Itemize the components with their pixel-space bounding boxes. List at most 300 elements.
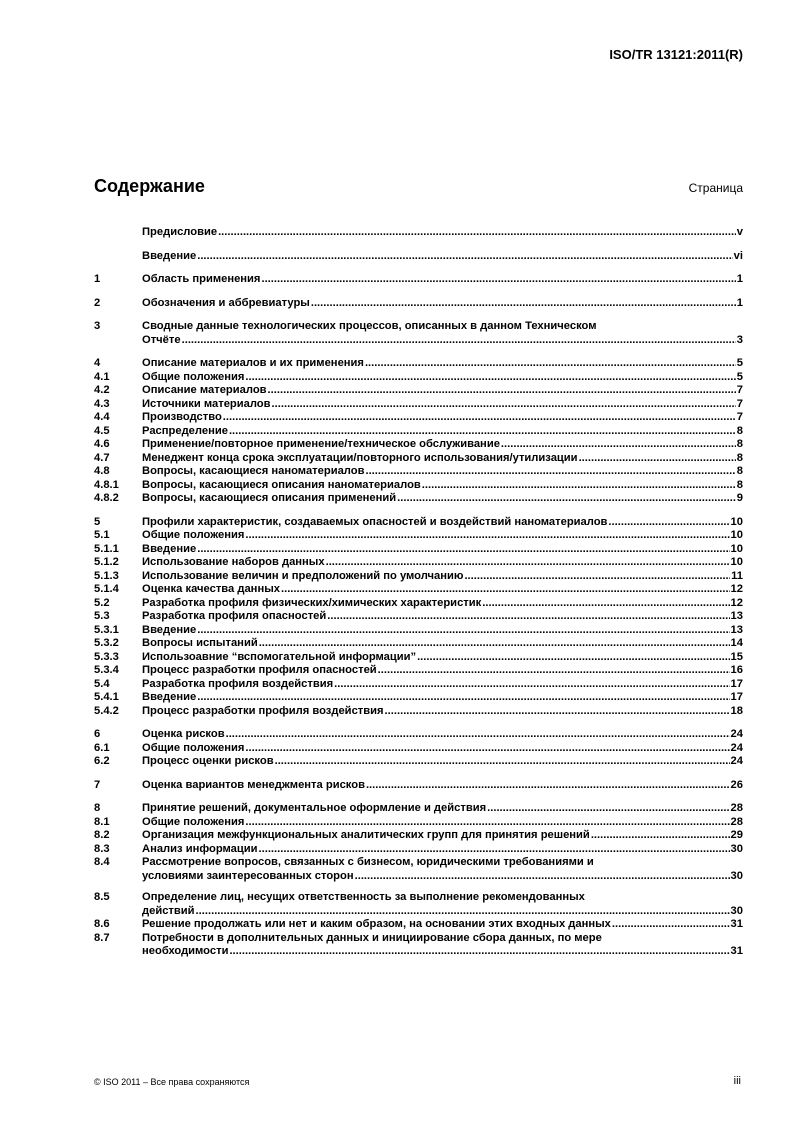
toc-entry-line bbox=[142, 529, 743, 543]
toc-entry[interactable] bbox=[94, 932, 743, 959]
toc-entry-page: 30 bbox=[730, 904, 743, 917]
toc-entry-title: действий bbox=[142, 904, 195, 917]
toc-entry[interactable] bbox=[94, 802, 743, 816]
toc-entry-title: Потребности в дополнительных данных и инициирование сбора данных, по мере bbox=[142, 931, 602, 944]
toc-entry-number: 5.1.3 bbox=[94, 569, 119, 582]
toc-entry-title: Определение лиц, несущих ответственность за выполнение рекомендованных bbox=[142, 891, 585, 903]
toc-entry[interactable] bbox=[94, 891, 743, 918]
dot-leader bbox=[197, 250, 732, 264]
toc-entry-body bbox=[142, 556, 743, 570]
toc-entry-number: 3 bbox=[94, 320, 101, 332]
toc-entry-page: 24 bbox=[730, 741, 743, 754]
toc-entry[interactable] bbox=[94, 452, 743, 466]
toc-entry-title: Вопросы, касающиеся описания наноматериалов bbox=[142, 478, 421, 491]
toc-entry-line bbox=[142, 273, 743, 287]
toc-entry-title: Введение bbox=[142, 249, 197, 262]
dot-leader bbox=[397, 492, 736, 506]
toc-entry-line bbox=[142, 691, 743, 705]
toc-entry-title: Введение bbox=[142, 623, 197, 636]
toc-entry-number: 5.3.4 bbox=[94, 664, 119, 676]
toc-entry[interactable] bbox=[94, 570, 743, 584]
toc-entry-body bbox=[142, 664, 743, 678]
toc-entry-number: 4.8.2 bbox=[94, 492, 119, 504]
toc-entry-line bbox=[142, 637, 743, 651]
toc-entry-page: 10 bbox=[730, 529, 743, 541]
toc-entry-body bbox=[142, 479, 743, 493]
toc-entry-body bbox=[142, 398, 743, 412]
dot-leader bbox=[378, 664, 730, 678]
dot-leader bbox=[311, 297, 736, 311]
toc-entry[interactable] bbox=[94, 755, 743, 769]
toc-entry-body bbox=[142, 384, 743, 398]
toc-entry-body bbox=[142, 755, 743, 769]
toc-entry-page: 11 bbox=[731, 569, 743, 582]
toc-entry-body bbox=[142, 320, 743, 347]
toc-entry-number: 7 bbox=[94, 778, 101, 791]
toc-entry-page: 28 bbox=[730, 815, 743, 828]
toc-entry-page: 16 bbox=[730, 664, 743, 676]
toc-entry-title: Разработка профиля опасностей bbox=[142, 610, 327, 622]
table-of-contents bbox=[94, 226, 743, 959]
toc-entry-number: 8.1 bbox=[94, 815, 110, 828]
toc-entry-body bbox=[142, 691, 743, 705]
toc-entry-body bbox=[142, 492, 743, 506]
toc-entry-title: Оценка вариантов менеджмента рисков bbox=[142, 778, 365, 791]
toc-entry-page: 1 bbox=[736, 273, 743, 285]
toc-entry[interactable] bbox=[94, 779, 743, 793]
toc-entry-title: Решение продолжать или нет и каким образом, на основании этих входных данных bbox=[142, 918, 611, 930]
toc-entry[interactable] bbox=[94, 583, 743, 597]
toc-entry-title: Область применения bbox=[142, 273, 261, 285]
toc-entry-number: 4.3 bbox=[94, 397, 110, 410]
toc-entry-page: 30 bbox=[730, 869, 743, 882]
toc-entry-number: 5.2 bbox=[94, 596, 110, 609]
toc-entry-body bbox=[142, 516, 743, 530]
toc-entry-title: Производство bbox=[142, 411, 222, 423]
toc-entry[interactable] bbox=[94, 492, 743, 506]
toc-entry-title: Использование наборов данных bbox=[142, 556, 325, 568]
toc-entry-page: 29 bbox=[730, 829, 743, 841]
toc-entry-line bbox=[142, 678, 743, 692]
dot-leader bbox=[229, 945, 729, 959]
dot-leader bbox=[365, 357, 736, 371]
toc-entry-number: 5.1.4 bbox=[94, 583, 119, 595]
toc-entry-body bbox=[142, 856, 743, 883]
toc-entry-line bbox=[142, 843, 743, 857]
toc-entry-line bbox=[142, 570, 743, 584]
dot-leader bbox=[259, 637, 730, 651]
toc-entry[interactable] bbox=[94, 226, 743, 240]
toc-entry-page: 8 bbox=[736, 438, 743, 450]
dot-leader bbox=[365, 465, 735, 479]
toc-entry-title: Описание материалов bbox=[142, 384, 267, 396]
toc-entry-line bbox=[142, 918, 743, 932]
dot-leader bbox=[259, 843, 730, 857]
toc-entry-body bbox=[142, 543, 743, 557]
toc-entry-page: 31 bbox=[730, 945, 743, 957]
dot-leader bbox=[366, 779, 730, 793]
dot-leader bbox=[281, 583, 730, 597]
toc-entry-title: Вопросы, касающиеся описания применений bbox=[142, 492, 397, 504]
toc-entry-line bbox=[142, 610, 743, 624]
dot-leader bbox=[272, 398, 736, 412]
dot-leader bbox=[464, 570, 730, 584]
toc-entry[interactable] bbox=[94, 411, 743, 425]
toc-entry[interactable] bbox=[94, 637, 743, 651]
toc-entry[interactable] bbox=[94, 742, 743, 756]
toc-entry-line bbox=[142, 891, 743, 905]
toc-entry-line bbox=[142, 297, 743, 311]
toc-entry-body bbox=[142, 816, 743, 830]
dot-leader bbox=[218, 226, 736, 240]
toc-entry-page: 8 bbox=[736, 424, 743, 437]
dot-leader bbox=[355, 870, 730, 884]
toc-entry-page: 24 bbox=[730, 728, 743, 740]
toc-entry-page: 30 bbox=[730, 842, 743, 855]
toc-entry-number: 8.4 bbox=[94, 856, 110, 868]
toc-entry-page: vi bbox=[733, 249, 743, 262]
toc-entry[interactable] bbox=[94, 273, 743, 287]
toc-entry-page: 17 bbox=[730, 691, 743, 703]
toc-entry-line bbox=[142, 516, 743, 530]
dot-leader bbox=[226, 728, 730, 742]
toc-entry[interactable] bbox=[94, 320, 743, 347]
toc-entry-number: 5.4 bbox=[94, 677, 110, 690]
toc-entry-line bbox=[142, 742, 743, 756]
toc-entry[interactable] bbox=[94, 465, 743, 479]
toc-entry-line bbox=[142, 597, 743, 611]
toc-entry-body bbox=[142, 597, 743, 611]
toc-entry-title: Применение/повторное применение/техническое обслуживание bbox=[142, 438, 500, 450]
toc-entry-page: 14 bbox=[730, 637, 743, 649]
toc-entry-number: 4.8.1 bbox=[94, 478, 119, 491]
toc-entry-title: Оценка рисков bbox=[142, 728, 225, 740]
toc-entry-number: 5.3.2 bbox=[94, 637, 119, 649]
toc-entry[interactable] bbox=[94, 516, 743, 530]
toc-entry-line bbox=[142, 398, 743, 412]
toc-entry-body bbox=[142, 637, 743, 651]
toc-entry-body bbox=[142, 226, 743, 240]
toc-entry-line bbox=[142, 856, 743, 870]
toc-entry-page: v bbox=[736, 226, 743, 238]
toc-entry-body bbox=[142, 932, 743, 959]
toc-entry-page: 10 bbox=[730, 542, 743, 555]
toc-entry-line bbox=[142, 779, 743, 793]
toc-entry-page: 26 bbox=[730, 778, 743, 791]
toc-entry[interactable] bbox=[94, 357, 743, 371]
toc-entry-title: Организация межфункциональных аналитических групп для принятия решений bbox=[142, 829, 590, 841]
dot-leader bbox=[591, 829, 730, 843]
dot-leader bbox=[245, 816, 729, 830]
toc-entry-body bbox=[142, 411, 743, 425]
toc-entry[interactable] bbox=[94, 843, 743, 857]
toc-entry[interactable] bbox=[94, 479, 743, 493]
dot-leader bbox=[482, 597, 729, 611]
toc-entry[interactable] bbox=[94, 556, 743, 570]
toc-entry-number: 5 bbox=[94, 515, 101, 528]
toc-entry-line bbox=[142, 728, 743, 742]
toc-entry-page: 5 bbox=[736, 370, 743, 383]
toc-entry-line bbox=[142, 829, 743, 843]
toc-entry-page: 12 bbox=[730, 596, 743, 609]
toc-entry-title: Использование величин и предположений по умолчанию bbox=[142, 569, 464, 582]
toc-entry-title: Введение bbox=[142, 691, 197, 703]
dot-leader bbox=[261, 273, 735, 287]
dot-leader bbox=[422, 479, 736, 493]
toc-entry-body bbox=[142, 570, 743, 584]
toc-entry-page: 28 bbox=[730, 802, 743, 814]
dot-leader bbox=[223, 411, 736, 425]
toc-entry[interactable] bbox=[94, 597, 743, 611]
toc-entry-line bbox=[142, 583, 743, 597]
toc-entry[interactable] bbox=[94, 438, 743, 452]
toc-entry-line bbox=[142, 556, 743, 570]
toc-entry[interactable] bbox=[94, 297, 743, 311]
toc-entry-title: Рассмотрение вопросов, связанных с бизнесом, юридическими требованиями и bbox=[142, 856, 594, 868]
toc-entry[interactable] bbox=[94, 816, 743, 830]
page-number: iii bbox=[733, 1075, 741, 1087]
toc-entry-title: Принятие решений, документальное оформление и действия bbox=[142, 802, 487, 814]
toc-entry-body bbox=[142, 529, 743, 543]
toc-entry-body bbox=[142, 918, 743, 932]
toc-entry-number: 5.4.2 bbox=[94, 704, 119, 717]
toc-entry-number: 4.6 bbox=[94, 438, 110, 450]
dot-leader bbox=[196, 905, 730, 919]
copyright-notice: © ISO 2011 – Все права сохраняются bbox=[94, 1077, 250, 1087]
toc-entry-line bbox=[142, 802, 743, 816]
toc-entry-line bbox=[142, 425, 743, 439]
toc-entry[interactable] bbox=[94, 728, 743, 742]
toc-entry-line bbox=[142, 226, 743, 240]
toc-entry[interactable] bbox=[94, 529, 743, 543]
toc-entry[interactable] bbox=[94, 705, 743, 719]
dot-leader bbox=[182, 334, 736, 348]
toc-entry-title: Процесс оценки рисков bbox=[142, 755, 274, 767]
toc-entry-title: Вопросы, касающиеся наноматериалов bbox=[142, 465, 365, 477]
dot-leader bbox=[275, 755, 730, 769]
toc-entry-line bbox=[142, 479, 743, 493]
toc-entry-page: 5 bbox=[736, 357, 743, 369]
toc-entry-title: Предисловие bbox=[142, 226, 218, 238]
toc-entry-number: 5.1 bbox=[94, 529, 110, 541]
dot-leader bbox=[579, 452, 736, 466]
toc-entry-number: 4.8 bbox=[94, 465, 110, 477]
toc-entry-title: Общие положения bbox=[142, 370, 245, 383]
toc-entry-body bbox=[142, 829, 743, 843]
toc-entry-page: 8 bbox=[736, 451, 743, 464]
toc-entry[interactable] bbox=[94, 610, 743, 624]
dot-leader bbox=[612, 918, 730, 932]
dot-leader bbox=[268, 384, 736, 398]
toc-entry[interactable] bbox=[94, 543, 743, 557]
toc-entry-line bbox=[142, 651, 743, 665]
toc-entry-body bbox=[142, 297, 743, 311]
toc-entry-title: Общие положения bbox=[142, 815, 245, 828]
toc-entry-page: 10 bbox=[730, 556, 743, 568]
dot-leader bbox=[487, 802, 729, 816]
toc-entry-line bbox=[142, 465, 743, 479]
toc-entry-number: 4.5 bbox=[94, 424, 110, 437]
toc-entry-title: Процесс разработки профиля опасностей bbox=[142, 664, 377, 676]
toc-entry-page: 15 bbox=[730, 650, 743, 663]
toc-entry-number: 5.3 bbox=[94, 610, 110, 622]
toc-entry-line bbox=[142, 320, 743, 334]
toc-entry-page: 10 bbox=[730, 515, 743, 528]
toc-entry-number: 8.3 bbox=[94, 842, 110, 855]
toc-entry-body bbox=[142, 742, 743, 756]
page-column-label: Страница bbox=[688, 181, 743, 195]
toc-entry-line bbox=[142, 357, 743, 371]
toc-entry-page: 8 bbox=[736, 478, 743, 491]
toc-entry-title: условиями заинтересованных сторон bbox=[142, 869, 354, 882]
toc-entry[interactable] bbox=[94, 856, 743, 883]
dot-leader bbox=[197, 543, 729, 557]
toc-entry-page: 13 bbox=[730, 623, 743, 636]
dot-leader bbox=[501, 438, 736, 452]
dot-leader bbox=[245, 742, 729, 756]
toc-entry[interactable] bbox=[94, 829, 743, 843]
toc-entry-page: 7 bbox=[736, 397, 743, 410]
toc-entry-line bbox=[142, 816, 743, 830]
toc-entry-title: Описание материалов и их применения bbox=[142, 357, 364, 369]
toc-entry-page: 18 bbox=[730, 704, 743, 717]
page-title: Содержание bbox=[94, 176, 205, 196]
toc-entry-line bbox=[142, 543, 743, 557]
toc-entry-page: 31 bbox=[730, 918, 743, 930]
toc-entry[interactable] bbox=[94, 624, 743, 638]
toc-entry-title: Использоавние “вспомогательной информации” bbox=[142, 650, 417, 663]
toc-entry-number: 8.5 bbox=[94, 891, 110, 903]
toc-entry-number: 8.2 bbox=[94, 829, 110, 841]
dot-leader bbox=[197, 624, 729, 638]
toc-entry-title: необходимости bbox=[142, 945, 229, 957]
toc-entry-body bbox=[142, 779, 743, 793]
toc-entry-page: 7 bbox=[736, 411, 743, 423]
toc-entry-body bbox=[142, 705, 743, 719]
toc-entry-line bbox=[142, 492, 743, 506]
toc-entry-body bbox=[142, 891, 743, 918]
toc-entry-page: 9 bbox=[736, 492, 743, 504]
toc-entry-body bbox=[142, 371, 743, 385]
toc-entry[interactable] bbox=[94, 250, 743, 264]
toc-entry-number: 2 bbox=[94, 296, 101, 309]
toc-entry[interactable] bbox=[94, 651, 743, 665]
toc-entry-page: 12 bbox=[730, 583, 743, 595]
toc-entry-line bbox=[142, 624, 743, 638]
toc-entry-number: 6 bbox=[94, 728, 101, 740]
toc-entry-line bbox=[142, 705, 743, 719]
toc-entry-line bbox=[142, 664, 743, 678]
toc-entry-title: Анализ информации bbox=[142, 842, 258, 855]
toc-entry-page: 8 bbox=[736, 465, 743, 477]
toc-entry-number: 1 bbox=[94, 273, 101, 285]
toc-entry-body bbox=[142, 843, 743, 857]
toc-entry-line bbox=[142, 384, 743, 398]
toc-entry-title: Общие положения bbox=[142, 529, 245, 541]
toc-entry-title: Вопросы испытаний bbox=[142, 637, 258, 649]
toc-entry[interactable] bbox=[94, 691, 743, 705]
dot-leader bbox=[245, 529, 729, 543]
toc-entry-title: Введение bbox=[142, 542, 197, 555]
toc-entry-body bbox=[142, 678, 743, 692]
toc-entry-number: 5.3.1 bbox=[94, 623, 119, 636]
toc-entry[interactable] bbox=[94, 371, 743, 385]
toc-entry-page: 24 bbox=[730, 755, 743, 767]
toc-entry-number: 4 bbox=[94, 357, 101, 369]
toc-entry[interactable] bbox=[94, 398, 743, 412]
toc-entry-title: Разработка профиля физических/химических характеристик bbox=[142, 596, 482, 609]
toc-entry-number: 5.1.2 bbox=[94, 556, 119, 568]
toc-entry-body bbox=[142, 273, 743, 287]
toc-entry-number: 4.4 bbox=[94, 411, 110, 423]
toc-entry-body bbox=[142, 802, 743, 816]
toc-entry-page: 1 bbox=[736, 296, 743, 309]
toc-entry-title: Источники материалов bbox=[142, 397, 271, 410]
dot-leader bbox=[385, 705, 730, 719]
toc-entry[interactable] bbox=[94, 678, 743, 692]
toc-entry-title: Обозначения и аббревиатуры bbox=[142, 296, 310, 309]
toc-entry-title: Оценка качества данных bbox=[142, 583, 280, 595]
dot-leader bbox=[229, 425, 736, 439]
toc-entry-number: 5.3.3 bbox=[94, 650, 119, 663]
dot-leader bbox=[197, 691, 729, 705]
toc-entry-title: Распределение bbox=[142, 424, 228, 437]
toc-entry-body bbox=[142, 728, 743, 742]
toc-entry[interactable] bbox=[94, 664, 743, 678]
toc-entry-line bbox=[142, 438, 743, 452]
toc-entry-body bbox=[142, 651, 743, 665]
toc-entry-body bbox=[142, 357, 743, 371]
document-id: ISO/TR 13121:2011(R) bbox=[609, 47, 743, 62]
toc-entry-title: Менеджент конца срока эксплуатации/повторного использования/утилизации bbox=[142, 451, 578, 464]
toc-entry-number: 6.2 bbox=[94, 755, 110, 767]
toc-entry-body bbox=[142, 250, 743, 264]
toc-entry-number: 4.1 bbox=[94, 370, 110, 383]
dot-leader bbox=[417, 651, 729, 665]
toc-entry-body bbox=[142, 610, 743, 624]
toc-entry-number: 8.6 bbox=[94, 918, 110, 930]
toc-entry-number: 4.7 bbox=[94, 451, 110, 464]
toc-entry-body bbox=[142, 583, 743, 597]
toc-entry-body bbox=[142, 465, 743, 479]
toc-entry-line bbox=[142, 411, 743, 425]
toc-entry-line bbox=[142, 905, 743, 919]
toc-entry-line bbox=[142, 932, 743, 946]
toc-entry-page: 7 bbox=[736, 384, 743, 396]
dot-leader bbox=[245, 371, 735, 385]
toc-entry[interactable] bbox=[94, 918, 743, 932]
toc-entry-line bbox=[142, 870, 743, 884]
toc-entry-line bbox=[142, 452, 743, 466]
toc-entry-number: 5.1.1 bbox=[94, 542, 119, 555]
toc-entry-page: 17 bbox=[730, 677, 743, 690]
toc-entry-title: Общие положения bbox=[142, 741, 245, 754]
toc-entry-line bbox=[142, 755, 743, 769]
toc-entry-body bbox=[142, 624, 743, 638]
toc-entry-line bbox=[142, 945, 743, 959]
toc-entry-line bbox=[142, 334, 743, 348]
dot-leader bbox=[608, 516, 729, 530]
toc-entry-title: Разработка профиля воздействия bbox=[142, 677, 334, 690]
toc-entry-number: 8.7 bbox=[94, 931, 110, 944]
toc-entry-number: 5.4.1 bbox=[94, 691, 119, 703]
toc-entry-number: 6.1 bbox=[94, 741, 110, 754]
toc-entry-title: Профили характеристик, создаваемых опасностей и воздействий наноматериалов bbox=[142, 515, 608, 528]
toc-entry-title: Отчёте bbox=[142, 333, 181, 346]
toc-entry-title: Процесс разработки профиля воздействия bbox=[142, 704, 384, 717]
toc-entry[interactable] bbox=[94, 384, 743, 398]
toc-entry[interactable] bbox=[94, 425, 743, 439]
